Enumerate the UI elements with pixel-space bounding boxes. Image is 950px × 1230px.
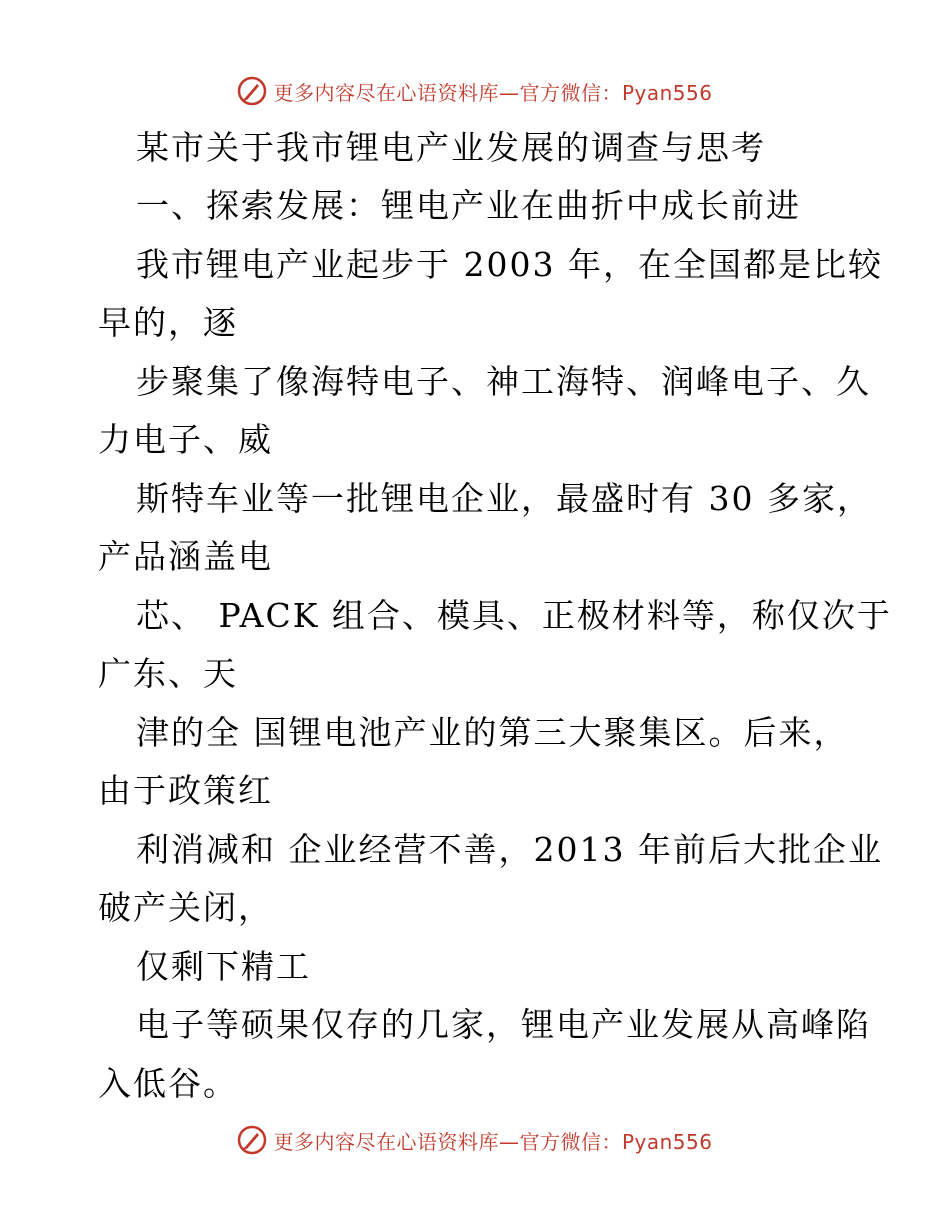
paragraph-line: 仅剩下精工 (136, 947, 311, 986)
paragraph-line: 力电子、威 (98, 420, 273, 459)
header-banner-text: 更多内容尽在心语资料库—官方微信：Pyan556 (273, 80, 713, 105)
footer-banner (0, 1120, 950, 1160)
paragraph-line: 破产关闭， (98, 888, 273, 927)
paragraph-line: 由于政策红 (98, 771, 273, 810)
paragraph-line: 芯、 PACK 组合、模具、正极材料等，称仅次于 (136, 596, 892, 635)
footer-banner-text: 更多内容尽在心语资料库—官方微信：Pyan556 (273, 1129, 713, 1154)
paragraph-line: 广东、天 (98, 654, 238, 693)
paragraph-line: 津的全 国锂电池产业的第三大聚集区。后来， (136, 713, 849, 752)
paragraph-line: 电子等硕果仅存的几家，锂电产业发展从高峰陷 (136, 1005, 871, 1044)
quill-logo-icon (237, 1125, 267, 1155)
paragraph-line: 我市锂电产业起步于 2003 年，在全国都是比较 (136, 245, 883, 284)
header-banner (0, 71, 950, 111)
paragraph-line: 利消减和 企业经营不善，2013 年前后大批企业 (136, 830, 883, 869)
paragraph-line: 斯特车业等一批锂电企业，最盛时有 30 多家， (136, 479, 872, 518)
paragraph-line: 早的，逐 (98, 303, 238, 342)
quill-logo-icon (237, 76, 267, 106)
paragraph-line: 入低谷。 (98, 1064, 238, 1103)
paragraph-line: 产品涵盖电 (98, 537, 273, 576)
section-heading: 一、探索发展：锂电产业在曲折中成长前进 (136, 186, 801, 225)
document-title: 某市关于我市锂电产业发展的调查与思考 (136, 128, 766, 167)
paragraph-line: 步聚集了像海特电子、神工海特、润峰电子、久 (136, 362, 871, 401)
